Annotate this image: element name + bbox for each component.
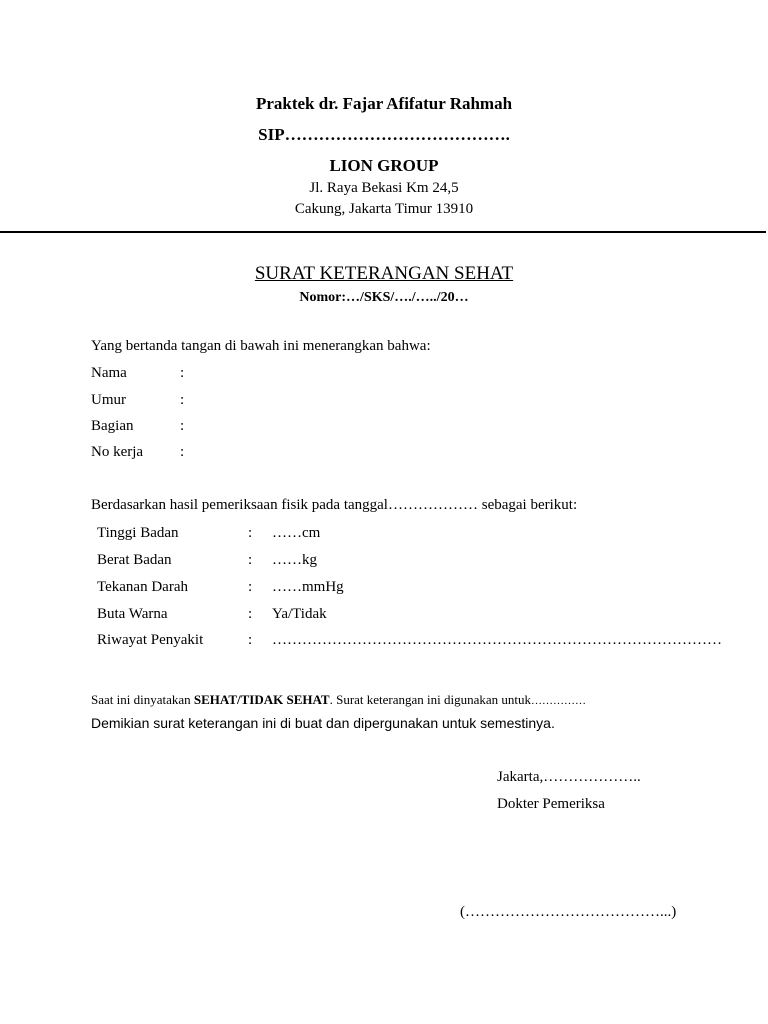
identity-colon: : bbox=[180, 392, 185, 408]
signature-place-date: Jakarta,……………….. bbox=[497, 769, 641, 785]
exam-value-berat-badan: ……kg bbox=[272, 552, 317, 568]
exam-label-berat-badan: Berat Badan bbox=[97, 552, 172, 568]
document-title: SURAT KETERANGAN SEHAT bbox=[254, 263, 514, 284]
document-number: Nomor:…/SKS/…./…../20… bbox=[299, 290, 469, 305]
statement-prefix: Saat ini dinyatakan bbox=[91, 692, 194, 707]
exam-colon: : bbox=[248, 525, 253, 541]
statement-suffix: . Surat keterangan ini digunakan untuk bbox=[329, 692, 532, 707]
exam-label-tekanan-darah: Tekanan Darah bbox=[97, 579, 188, 595]
sip-number: SIP…………………………………. bbox=[258, 125, 510, 144]
exam-colon: : bbox=[248, 579, 253, 595]
exam-value-tekanan-darah: ……mmHg bbox=[272, 579, 344, 595]
exam-label-tinggi-badan: Tinggi Badan bbox=[97, 525, 179, 541]
header-divider bbox=[0, 231, 766, 233]
identity-colon: : bbox=[180, 444, 185, 460]
address-line-1: Jl. Raya Bekasi Km 24,5 bbox=[309, 180, 459, 196]
exam-label-buta-warna: Buta Warna bbox=[97, 606, 168, 622]
identity-label-bagian: Bagian bbox=[91, 418, 134, 434]
identity-label-nama: Nama bbox=[91, 365, 127, 381]
exam-colon: : bbox=[248, 632, 253, 648]
signature-name-blank: (…………………………………...) bbox=[460, 904, 677, 920]
exam-colon: : bbox=[248, 552, 253, 568]
identity-label-no-kerja: No kerja bbox=[91, 444, 144, 460]
closing-text: Demikian surat keterangan ini di buat dan dipergunakan untuk semestinya. bbox=[91, 715, 555, 731]
identity-label-umur: Umur bbox=[91, 392, 126, 408]
exam-value-riwayat-penyakit: ……………………………………………………………………………… bbox=[272, 632, 722, 648]
intro-text: Yang bertanda tangan di bawah ini menerangkan bahwa: bbox=[91, 338, 431, 354]
address-line-2: Cakung, Jakarta Timur 13910 bbox=[294, 201, 474, 217]
signature-role: Dokter Pemeriksa bbox=[497, 796, 605, 812]
practice-name: Praktek dr. Fajar Afifatur Rahmah bbox=[255, 94, 513, 113]
company-name: LION GROUP bbox=[329, 156, 439, 175]
exam-colon: : bbox=[248, 606, 253, 622]
exam-label-riwayat-penyakit: Riwayat Penyakit bbox=[97, 632, 204, 648]
statement-status: SEHAT/TIDAK SEHAT bbox=[193, 692, 330, 707]
identity-colon: : bbox=[180, 418, 185, 434]
identity-colon: : bbox=[180, 365, 185, 381]
exam-intro-text: Berdasarkan hasil pemeriksaan fisik pada tanggal……………… sebagai berikut: bbox=[91, 497, 578, 513]
statement-dots: …………… bbox=[531, 695, 587, 707]
exam-value-tinggi-badan: ……cm bbox=[272, 525, 321, 541]
exam-value-buta-warna: Ya/Tidak bbox=[272, 606, 327, 622]
health-statement bbox=[91, 692, 586, 708]
